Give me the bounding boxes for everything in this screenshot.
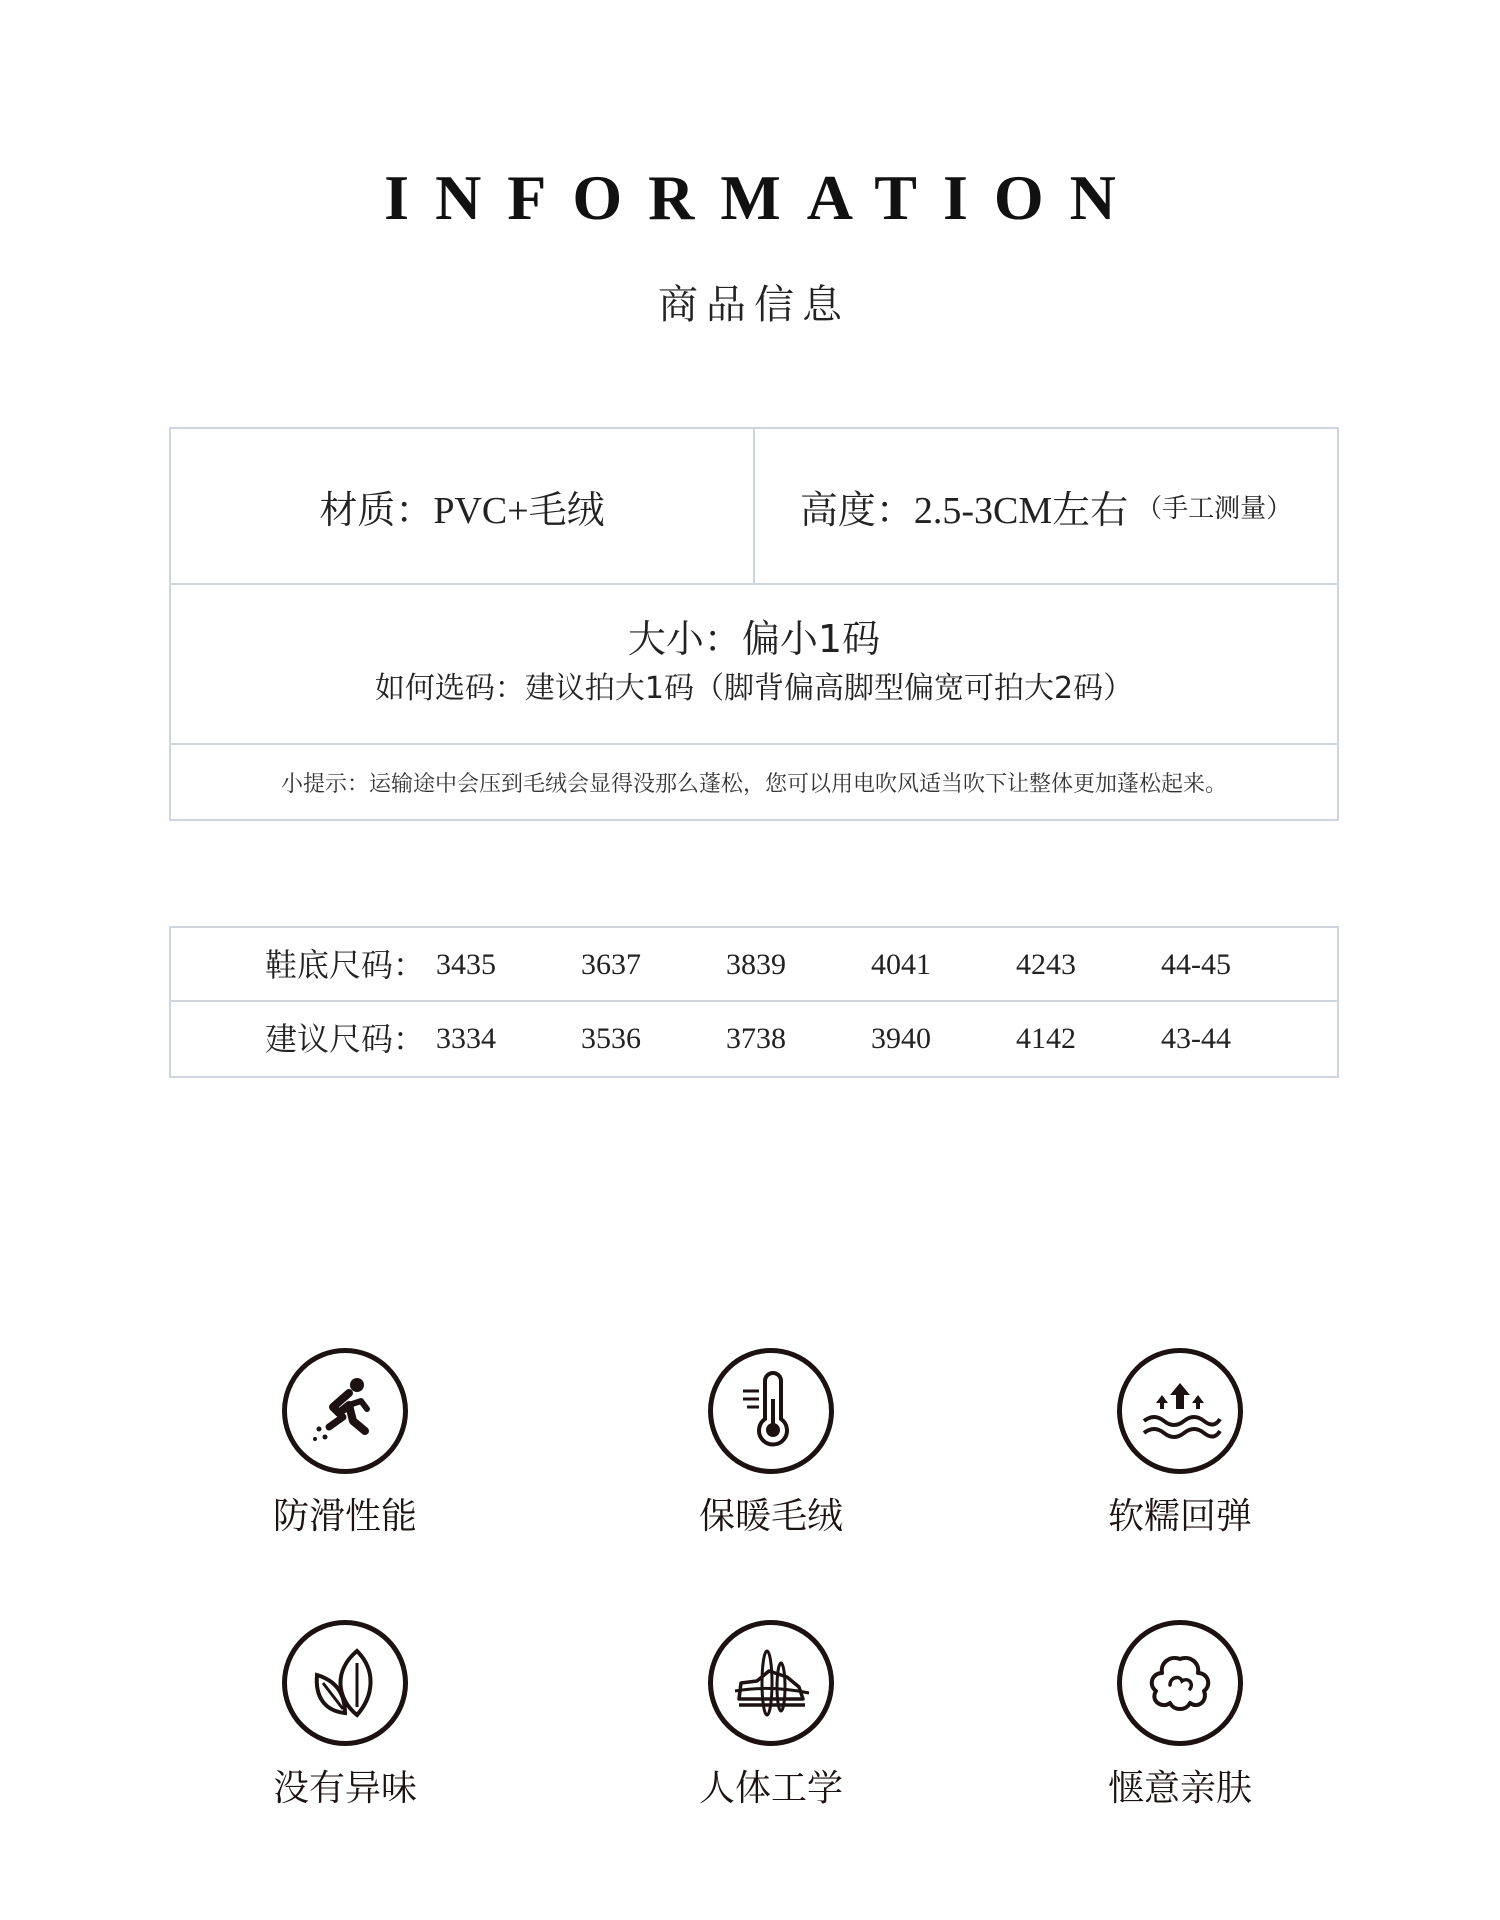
material-value: PVC+毛绒: [433, 489, 605, 532]
info-box: [169, 427, 1339, 821]
size-value-cell: 44-45: [1161, 948, 1231, 981]
size-value-cell: 3738: [726, 1022, 786, 1055]
feature-no-odor: [195, 1620, 495, 1812]
leaf-icon: [303, 1641, 387, 1725]
height-note: （手工测量）: [1136, 493, 1293, 524]
height-label: 高度：: [799, 487, 914, 532]
size-advice: 如何选码：建议拍大1码（脚背偏高脚型偏宽可拍大2码）: [374, 671, 1134, 706]
size-value-cell: 3435: [436, 948, 496, 981]
table-row: [171, 1002, 1337, 1076]
size-table: [169, 926, 1339, 1078]
feature-skin-friendly: [1030, 1620, 1330, 1812]
size-value-cell: 3839: [726, 948, 786, 981]
size-value-cell: 3334: [436, 1022, 496, 1055]
feature-label: 惬意亲肤: [1107, 1768, 1252, 1809]
row-label: 建议尺码：: [265, 1020, 426, 1058]
anti-slip-icon: [303, 1369, 387, 1453]
feature-label: 软糯回弹: [1107, 1496, 1252, 1537]
height-cell: [755, 429, 1337, 583]
tip-text: 小提示：运输途中会压到毛绒会显得没那么蓬松，您可以用电吹风适当吹下让整体更加蓬松起来。: [280, 771, 1227, 797]
size-value-cell: 4041: [871, 948, 931, 981]
feature-label: 保暖毛绒: [698, 1496, 843, 1537]
size-value-cell: 4243: [1016, 948, 1076, 981]
feature-warm-plush: [621, 1348, 921, 1540]
table-row: [171, 928, 1337, 1002]
size-value: 偏小1码: [741, 617, 881, 661]
size-value-cell: 3940: [871, 1022, 931, 1055]
cotton-icon: [1138, 1641, 1222, 1725]
page-subtitle: 商品信息: [658, 282, 850, 328]
feature-soft-rebound: [1030, 1348, 1330, 1540]
rebound-wave-icon: [1138, 1369, 1222, 1453]
size-fit: [171, 615, 1337, 663]
feature-label: 防滑性能: [272, 1496, 417, 1537]
info-row-material-height: [171, 429, 1337, 585]
feature-label: 没有异味: [272, 1768, 417, 1809]
feature-label: 人体工学: [698, 1768, 843, 1809]
material-cell: [171, 429, 755, 583]
row-label: 鞋底尺码：: [265, 946, 426, 984]
material-label: 材质：: [319, 487, 434, 532]
feature-ergonomics: [621, 1620, 921, 1812]
size-value-cell: 43-44: [1161, 1022, 1231, 1055]
size-value-cell: 3536: [581, 1022, 641, 1055]
feature-anti-slip: [195, 1348, 495, 1540]
size-value-cell: 4142: [1016, 1022, 1076, 1055]
page-title: INFORMATION: [384, 162, 1142, 233]
ergonomic-shoe-icon: [729, 1641, 813, 1725]
thermometer-icon: [729, 1369, 813, 1453]
info-row-size: [171, 585, 1337, 745]
height-value: 2.5-3CM左右: [913, 489, 1129, 532]
size-value-cell: 3637: [581, 948, 641, 981]
size-label: 大小：: [627, 617, 742, 661]
